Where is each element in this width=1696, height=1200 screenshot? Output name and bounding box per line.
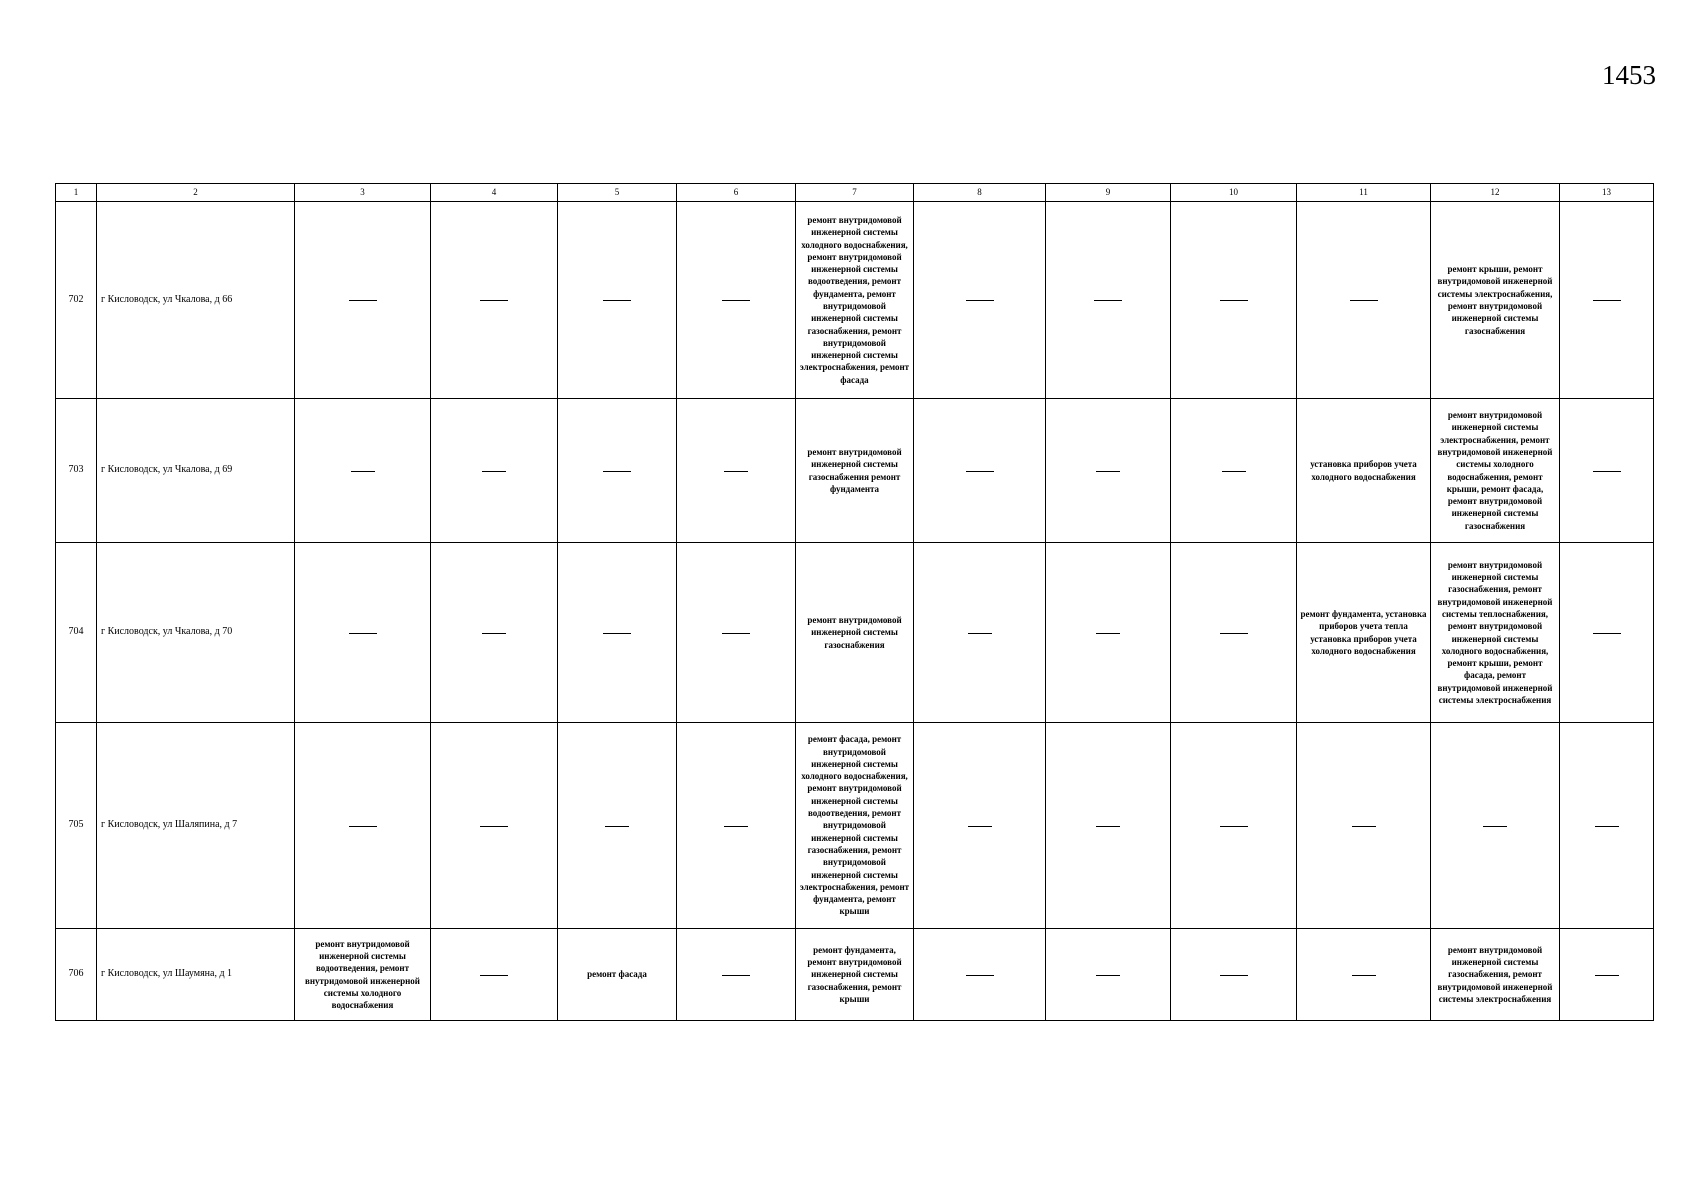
empty-cell — [1297, 929, 1431, 1021]
empty-cell — [1046, 202, 1171, 399]
col-header: 6 — [677, 184, 796, 202]
work-cell: ремонт внутридомовой инженерной системы газоснабжения ремонт фундамента — [796, 399, 914, 543]
empty-cell — [1046, 399, 1171, 543]
dash-mark — [722, 975, 750, 976]
work-cell: ремонт внутридомовой инженерной системы газоснабжения — [796, 543, 914, 723]
empty-cell — [1560, 543, 1654, 723]
dash-mark — [724, 471, 748, 472]
empty-cell — [914, 202, 1046, 399]
empty-cell — [677, 723, 796, 929]
work-cell: ремонт внутридомовой инженерной системы газоснабжения, ремонт внутридомовой инженерной системы теплоснабжения, ремонт внутридомовой инженерной системы холодного водоснабжения, ремонт крыши, ремонт фасада, ремонт внутридомовой инженерной системы электроснабжения — [1431, 543, 1560, 723]
empty-cell — [558, 399, 677, 543]
dash-mark — [722, 300, 750, 301]
work-cell: ремонт крыши, ремонт внутридомовой инженерной системы электроснабжения, ремонт внутридомовой инженерной системы газоснабжения — [1431, 202, 1560, 399]
empty-cell — [1560, 202, 1654, 399]
dash-mark — [1094, 300, 1122, 301]
dash-mark — [1096, 975, 1120, 976]
empty-cell — [295, 723, 431, 929]
dash-mark — [480, 826, 508, 827]
row-number: 702 — [56, 202, 97, 399]
dash-mark — [482, 633, 506, 634]
dash-mark — [349, 633, 377, 634]
dash-mark — [349, 826, 377, 827]
empty-cell — [1046, 929, 1171, 1021]
col-header: 4 — [431, 184, 558, 202]
dash-mark — [1352, 826, 1376, 827]
dash-mark — [1593, 471, 1621, 472]
work-cell: ремонт фасада, ремонт внутридомовой инженерной системы холодного водоснабжения, ремонт внутридомовой инженерной системы водоотведения, ремонт внутридомовой инженерной системы газоснабжения, ремонт внутридомовой инженерной системы электроснабжения, ремонт фундамента, ремонт крыши — [796, 723, 914, 929]
empty-cell — [558, 202, 677, 399]
col-header: 1 — [56, 184, 97, 202]
empty-cell — [677, 399, 796, 543]
row-number: 703 — [56, 399, 97, 543]
dash-mark — [603, 300, 631, 301]
column-number-row — [56, 184, 1654, 202]
col-header: 3 — [295, 184, 431, 202]
dash-mark — [1350, 300, 1378, 301]
empty-cell — [677, 929, 796, 1021]
col-header: 9 — [1046, 184, 1171, 202]
empty-cell — [1046, 723, 1171, 929]
col-header: 10 — [1171, 184, 1297, 202]
dash-mark — [480, 300, 508, 301]
empty-cell — [431, 399, 558, 543]
dash-mark — [968, 633, 992, 634]
work-cell: ремонт фасада — [558, 929, 677, 1021]
dash-mark — [603, 471, 631, 472]
empty-cell — [431, 543, 558, 723]
page-number: 1453 — [1602, 60, 1656, 90]
empty-cell — [1431, 723, 1560, 929]
dash-mark — [1096, 633, 1120, 634]
dash-mark — [968, 826, 992, 827]
empty-cell — [1560, 399, 1654, 543]
empty-cell — [295, 202, 431, 399]
empty-cell — [1171, 929, 1297, 1021]
dash-mark — [1222, 471, 1246, 472]
col-header: 7 — [796, 184, 914, 202]
empty-cell — [1171, 399, 1297, 543]
table-row — [56, 723, 1654, 929]
empty-cell — [431, 202, 558, 399]
row-number: 705 — [56, 723, 97, 929]
empty-cell — [431, 929, 558, 1021]
empty-cell — [431, 723, 558, 929]
empty-cell — [1297, 202, 1431, 399]
col-header: 12 — [1431, 184, 1560, 202]
address-cell: г Кисловодск, ул Чкалова, д 66 — [97, 202, 295, 399]
empty-cell — [914, 723, 1046, 929]
dash-mark — [1595, 975, 1619, 976]
dash-mark — [1220, 826, 1248, 827]
address-cell: г Кисловодск, ул Шаумяна, д 1 — [97, 929, 295, 1021]
table-row — [56, 202, 1654, 399]
empty-cell — [558, 723, 677, 929]
dash-mark — [482, 471, 506, 472]
table-row — [56, 399, 1654, 543]
empty-cell — [558, 543, 677, 723]
dash-mark — [722, 633, 750, 634]
col-header: 13 — [1560, 184, 1654, 202]
work-cell: ремонт внутридомовой инженерной системы водоотведения, ремонт внутридомовой инженерной системы холодного водоснабжения — [295, 929, 431, 1021]
col-header: 2 — [97, 184, 295, 202]
col-header: 8 — [914, 184, 1046, 202]
work-cell: ремонт фундамента, установка приборов учета тепла установка приборов учета холодного водоснабжения — [1297, 543, 1431, 723]
empty-cell — [677, 202, 796, 399]
address-cell: г Кисловодск, ул Чкалова, д 69 — [97, 399, 295, 543]
empty-cell — [677, 543, 796, 723]
address-cell: г Кисловодск, ул Чкалова, д 70 — [97, 543, 295, 723]
work-cell: ремонт внутридомовой инженерной системы холодного водоснабжения, ремонт внутридомовой инженерной системы водоотведения, ремонт фундамента, ремонт внутридомовой инженерной системы газоснабжения, ремонт внутридомовой инженерной системы электроснабжения, ремонт фасада — [796, 202, 914, 399]
dash-mark — [605, 826, 629, 827]
table-row — [56, 929, 1654, 1021]
empty-cell — [1171, 543, 1297, 723]
dash-mark — [1220, 975, 1248, 976]
empty-cell — [295, 399, 431, 543]
empty-cell — [1560, 723, 1654, 929]
dash-mark — [1096, 471, 1120, 472]
empty-cell — [1297, 723, 1431, 929]
dash-mark — [1220, 633, 1248, 634]
empty-cell — [295, 543, 431, 723]
empty-cell — [1171, 202, 1297, 399]
empty-cell — [1560, 929, 1654, 1021]
work-cell: установка приборов учета холодного водоснабжения — [1297, 399, 1431, 543]
dash-mark — [480, 975, 508, 976]
empty-cell — [1171, 723, 1297, 929]
dash-mark — [1595, 826, 1619, 827]
dash-mark — [349, 300, 377, 301]
dash-mark — [966, 300, 994, 301]
empty-cell — [914, 399, 1046, 543]
dash-mark — [1220, 300, 1248, 301]
col-header: 5 — [558, 184, 677, 202]
dash-mark — [966, 471, 994, 472]
dash-mark — [724, 826, 748, 827]
dash-mark — [351, 471, 375, 472]
dash-mark — [1593, 633, 1621, 634]
address-cell: г Кисловодск, ул Шаляпина, д 7 — [97, 723, 295, 929]
empty-cell — [914, 543, 1046, 723]
col-header: 11 — [1297, 184, 1431, 202]
dash-mark — [1096, 826, 1120, 827]
dash-mark — [966, 975, 994, 976]
repair-schedule-table — [55, 183, 1654, 1021]
table-row — [56, 543, 1654, 723]
dash-mark — [1593, 300, 1621, 301]
empty-cell — [1046, 543, 1171, 723]
dash-mark — [1352, 975, 1376, 976]
work-cell: ремонт фундамента, ремонт внутридомовой инженерной системы газоснабжения, ремонт крыши — [796, 929, 914, 1021]
row-number: 706 — [56, 929, 97, 1021]
work-cell: ремонт внутридомовой инженерной системы газоснабжения, ремонт внутридомовой инженерной системы электроснабжения — [1431, 929, 1560, 1021]
dash-mark — [603, 633, 631, 634]
work-cell: ремонт внутридомовой инженерной системы электроснабжения, ремонт внутридомовой инженерной системы холодного водоснабжения, ремонт крыши, ремонт фасада, ремонт внутридомовой инженерной системы газоснабжения — [1431, 399, 1560, 543]
dash-mark — [1483, 826, 1507, 827]
row-number: 704 — [56, 543, 97, 723]
empty-cell — [914, 929, 1046, 1021]
